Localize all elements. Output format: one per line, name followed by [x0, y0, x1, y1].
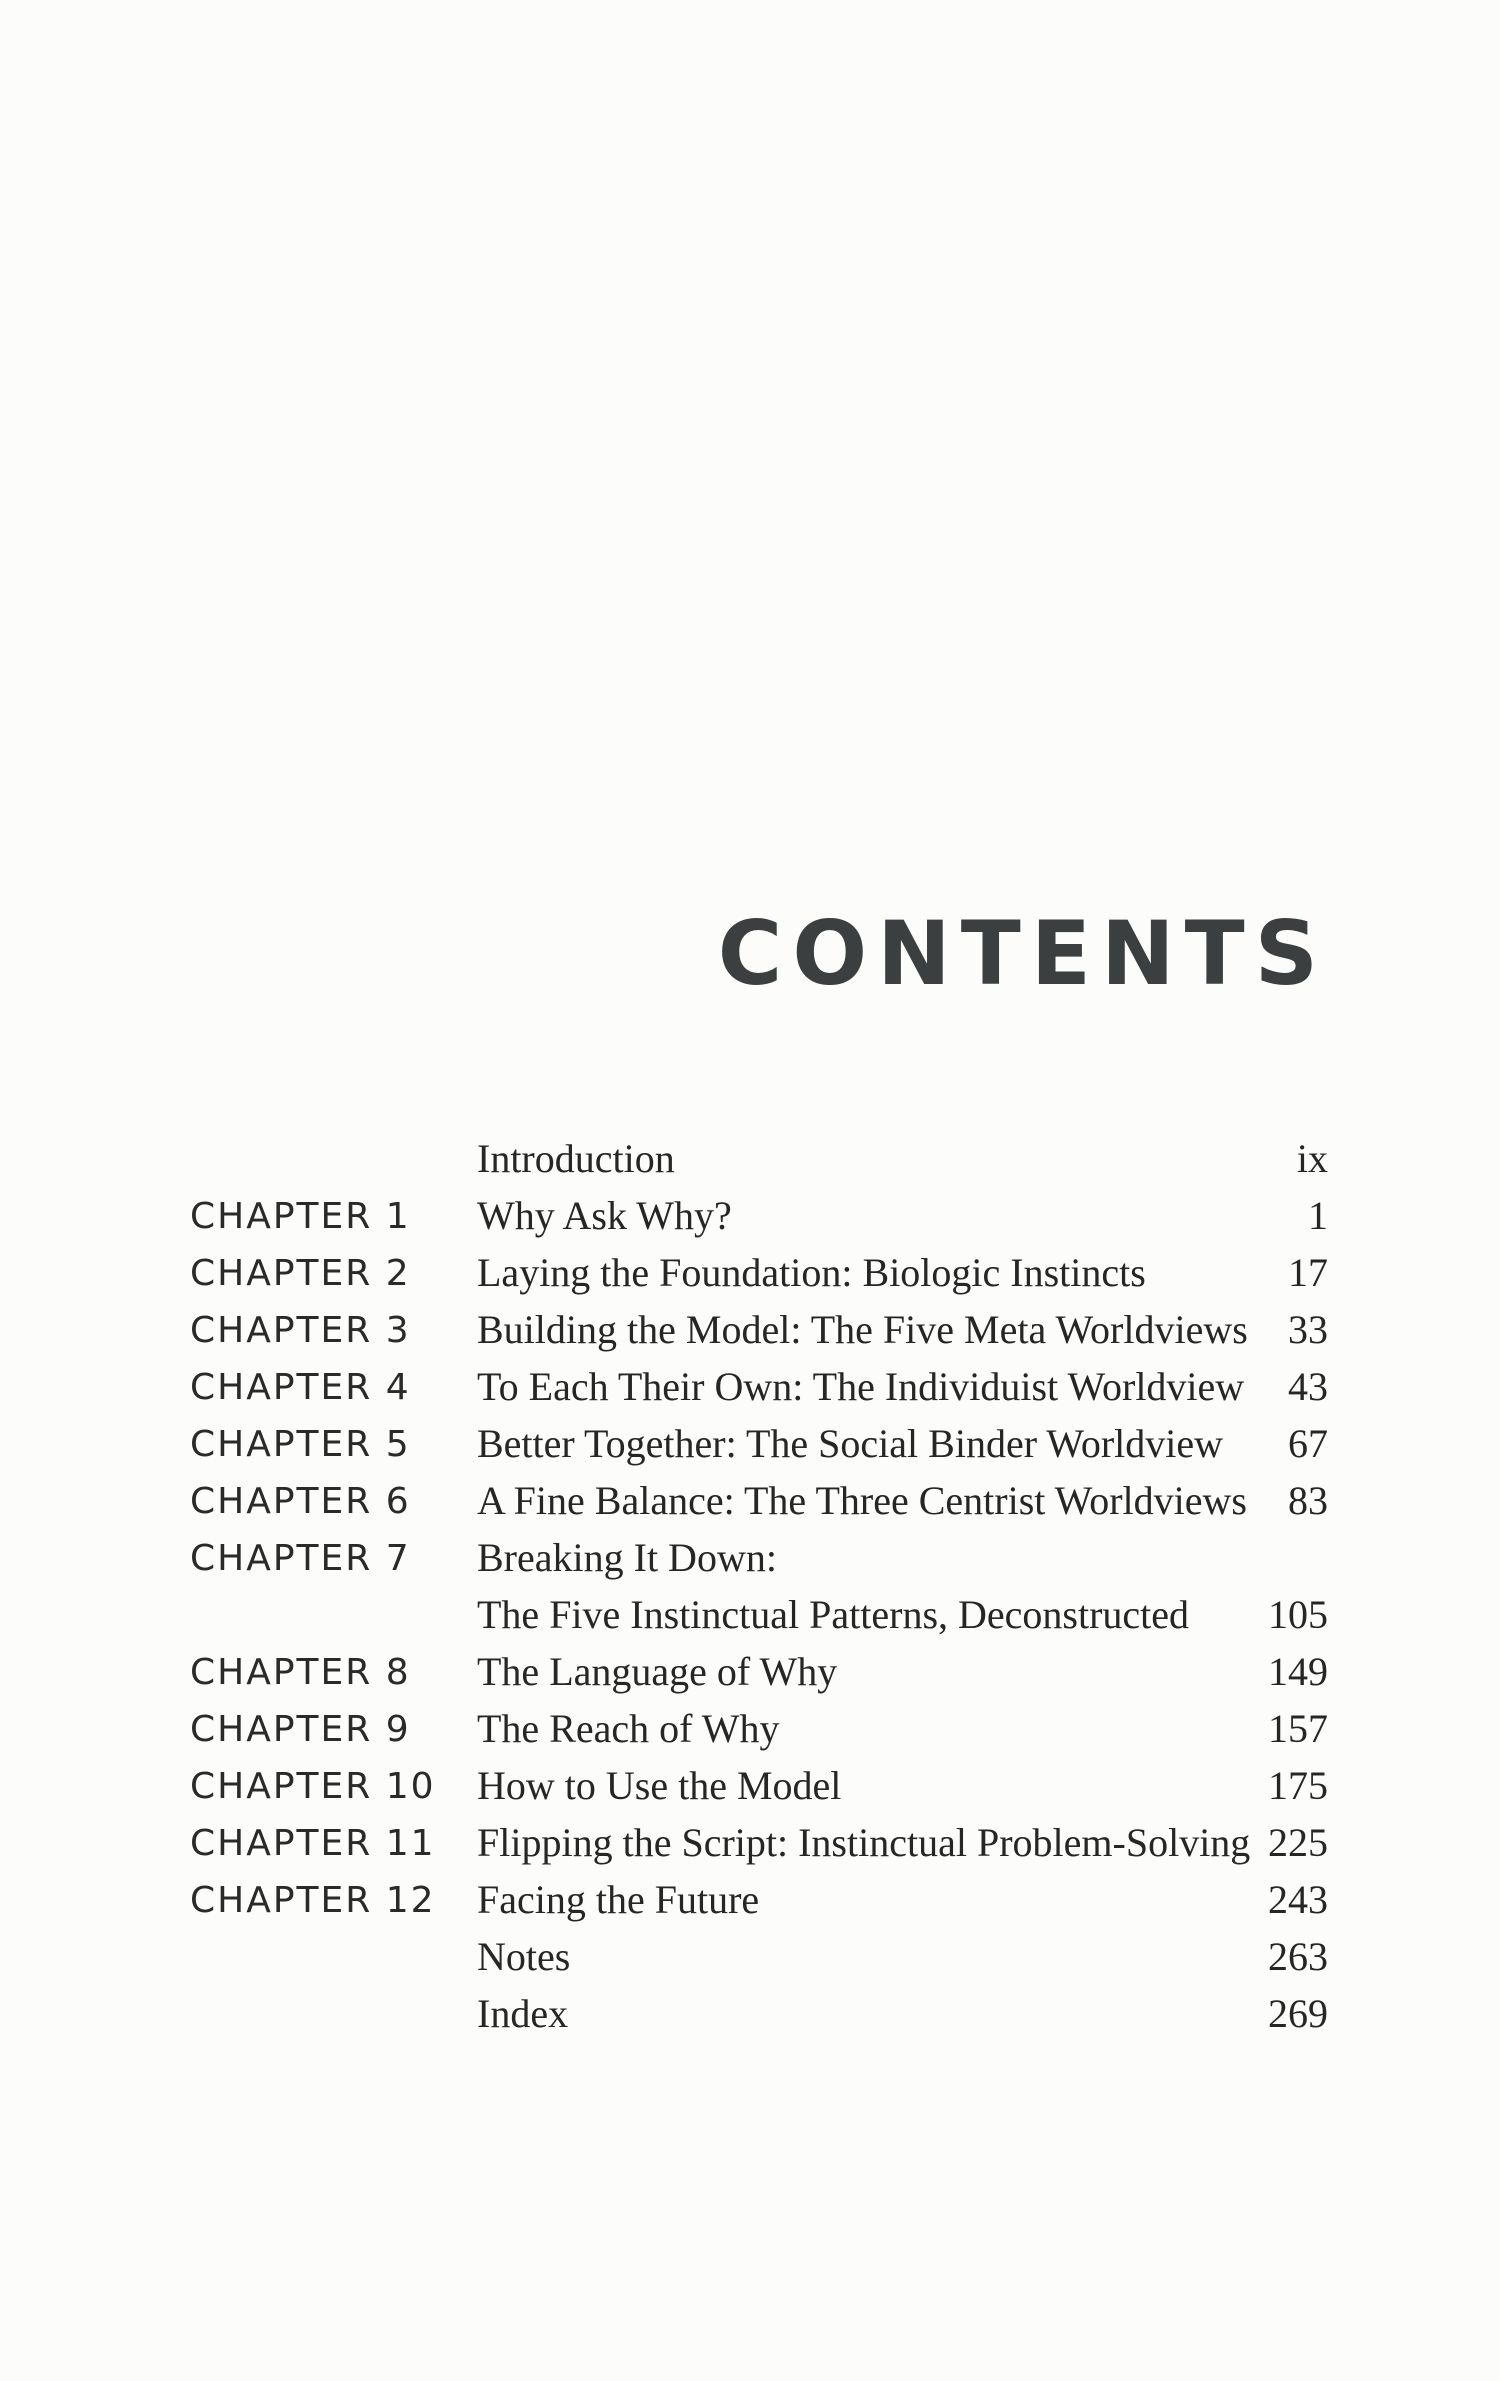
toc-row [0, 1648, 1500, 1705]
entry-title: Facing the Future [477, 1877, 760, 1922]
page-number: 67 [1288, 1421, 1328, 1466]
toc-row [0, 1135, 1500, 1192]
entry-title: Introduction [477, 1136, 675, 1181]
entry-title: Better Together: The Social Binder Worldview [477, 1421, 1224, 1466]
page-number: 43 [1288, 1364, 1328, 1409]
entry-title: How to Use the Model [477, 1763, 842, 1808]
page-number: 243 [1268, 1877, 1328, 1922]
entry-title: Notes [477, 1934, 571, 1979]
entry-title: The Language of Why [477, 1649, 838, 1694]
entry-title: Laying the Foundation: Biologic Instincts [477, 1250, 1146, 1295]
entry-title: The Reach of Why [477, 1706, 780, 1751]
toc-row [0, 1819, 1500, 1876]
page-title: CONTENTS [717, 902, 1328, 1005]
toc-row [0, 1876, 1500, 1933]
chapter-label: CHAPTER 1 [190, 1196, 411, 1237]
toc-row [0, 1933, 1500, 1990]
page-number: 263 [1268, 1934, 1328, 1979]
page-number: 175 [1268, 1763, 1328, 1808]
chapter-label: CHAPTER 11 [190, 1823, 436, 1864]
entry-title: Why Ask Why? [477, 1193, 732, 1238]
page-number: 157 [1268, 1706, 1328, 1751]
entry-title: Index [477, 1991, 569, 2036]
chapter-label: CHAPTER 12 [190, 1880, 436, 1921]
page-number: 83 [1288, 1478, 1328, 1523]
chapter-label: CHAPTER 10 [190, 1766, 436, 1807]
page-number: 33 [1288, 1307, 1328, 1352]
entry-title: Breaking It Down: [477, 1535, 777, 1580]
toc-row [0, 1363, 1500, 1420]
toc-row [0, 1990, 1500, 2047]
table-of-contents [0, 1135, 1500, 2047]
entry-title: Building the Model: The Five Meta Worldviews [477, 1307, 1248, 1352]
chapter-label: CHAPTER 4 [190, 1367, 411, 1408]
page-number: 105 [1268, 1592, 1328, 1637]
toc-row [0, 1477, 1500, 1534]
toc-row [0, 1192, 1500, 1249]
entry-title: The Five Instinctual Patterns, Deconstructed [477, 1592, 1190, 1637]
toc-row [0, 1420, 1500, 1477]
toc-row [0, 1534, 1500, 1591]
toc-row [0, 1249, 1500, 1306]
toc-row [0, 1705, 1500, 1762]
entry-title: To Each Their Own: The Individuist Worldview [477, 1364, 1245, 1409]
chapter-label: CHAPTER 9 [190, 1709, 411, 1750]
chapter-label: CHAPTER 3 [190, 1310, 411, 1351]
toc-row [0, 1591, 1500, 1648]
page-number: 269 [1268, 1991, 1328, 2036]
page-number: 225 [1268, 1820, 1328, 1865]
chapter-label: CHAPTER 6 [190, 1481, 411, 1522]
chapter-label: CHAPTER 8 [190, 1652, 411, 1693]
chapter-label: CHAPTER 7 [190, 1538, 411, 1579]
page-number: 1 [1308, 1193, 1328, 1238]
page-number: ix [1296, 1136, 1328, 1181]
page-number: 149 [1268, 1649, 1328, 1694]
toc-row [0, 1306, 1500, 1363]
entry-title: Flipping the Script: Instinctual Problem-Solving [477, 1820, 1251, 1865]
page-number: 17 [1288, 1250, 1328, 1295]
entry-title: A Fine Balance: The Three Centrist Worldviews [477, 1478, 1247, 1523]
toc-row [0, 1762, 1500, 1819]
chapter-label: CHAPTER 5 [190, 1424, 411, 1465]
chapter-label: CHAPTER 2 [190, 1253, 411, 1294]
